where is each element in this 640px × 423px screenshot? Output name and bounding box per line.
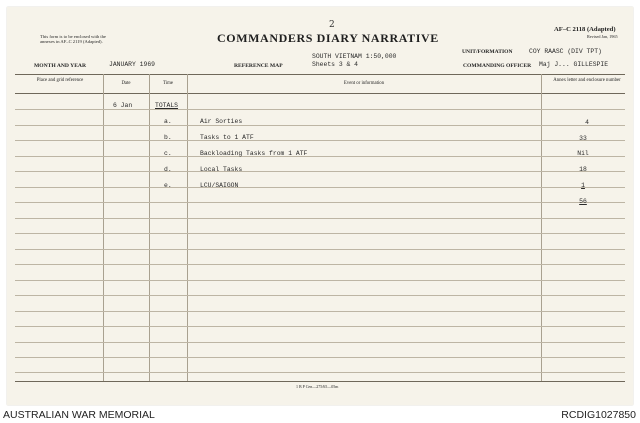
form-instructions-line1: This form is to be enclosed with the xyxy=(40,34,106,39)
column-header-time: Time xyxy=(163,81,173,86)
unit-formation-value: COY RAASC (DIV TPT) xyxy=(529,48,602,55)
table-bottom-border xyxy=(15,381,625,382)
row-e-letter: e. xyxy=(164,182,172,189)
header-bottom-border xyxy=(15,93,625,94)
column-header-event: Event or information xyxy=(343,81,385,86)
table-top-border xyxy=(15,74,625,75)
divider-date xyxy=(103,74,104,381)
printer-line: 1 B P Cen—275/65—05m xyxy=(296,384,339,389)
row-e-value: 1 xyxy=(581,182,585,189)
page-number-mark: 2 xyxy=(329,20,335,30)
row-c-letter: c. xyxy=(164,150,172,157)
revised-date: Revised Jan, 1965 xyxy=(587,34,618,39)
footer-record-id: RCDIG1027850 xyxy=(561,409,636,421)
total-value: 56 xyxy=(579,198,587,205)
divider-annex xyxy=(541,74,542,381)
reference-map-label: REFERENCE MAP xyxy=(234,63,283,69)
row-a-text: Air Sorties xyxy=(200,118,243,125)
reference-map-line1: SOUTH VIETNAM 1:50,000 xyxy=(312,53,397,60)
form-title: COMMANDERS DIARY NARRATIVE xyxy=(217,31,439,45)
row-a-letter: a. xyxy=(164,118,172,125)
row-d-letter: d. xyxy=(164,166,172,173)
reference-map-line2: Sheets 3 & 4 xyxy=(312,61,359,68)
form-number: AF–C 2118 (Adapted) xyxy=(554,26,616,33)
divider-event xyxy=(187,74,188,381)
footer-source: AUSTRALIAN WAR MEMORIAL xyxy=(3,409,155,421)
column-header-annex: Annex letter and enclosure number xyxy=(553,78,621,83)
row-b-text: Tasks to 1 ATF xyxy=(200,134,254,141)
entry-date: 6 Jan xyxy=(113,102,133,109)
row-d-value: 18 xyxy=(579,166,587,173)
row-c-text: Backloading Tasks from 1 ATF xyxy=(200,150,308,157)
divider-time xyxy=(149,74,150,381)
commanding-officer-label: COMMANDING OFFICER xyxy=(463,63,532,69)
unit-formation-label: UNIT/FORMATION xyxy=(462,49,513,55)
form-instructions xyxy=(40,34,106,44)
row-a-value: 4 xyxy=(585,119,589,126)
form-instructions-line2: annexes in AF–C 2119 (Adapted). xyxy=(40,39,103,45)
month-year-label: MONTH AND YEAR xyxy=(34,63,87,69)
entry-time: TOTALS xyxy=(155,102,179,109)
row-c-value: Nil xyxy=(577,150,589,157)
commanding-officer-value: Maj J... GILLESPIE xyxy=(539,61,609,68)
row-e-text: LCU/SAIGON xyxy=(200,182,239,189)
row-b-value: 33 xyxy=(579,135,587,142)
row-d-text: Local Tasks xyxy=(200,166,243,173)
month-year-value: JANUARY 1969 xyxy=(109,61,156,68)
column-header-date: Date xyxy=(121,81,131,86)
column-header-place: Place and grid reference xyxy=(36,78,84,83)
diary-form-sheet xyxy=(7,7,633,405)
row-b-letter: b. xyxy=(164,134,172,141)
